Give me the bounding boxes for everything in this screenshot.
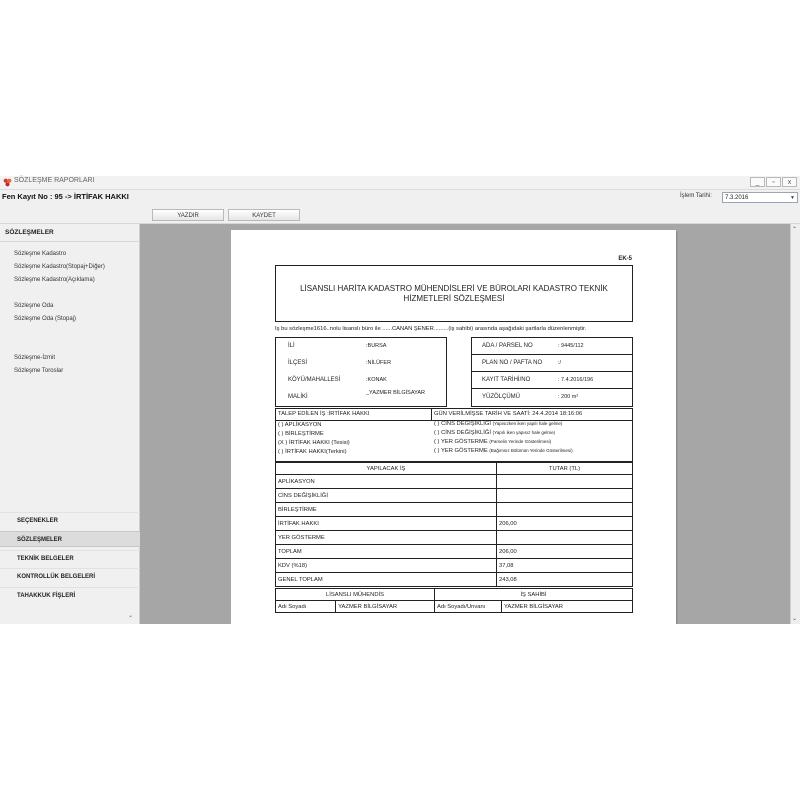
date-value: 7.3.2016 xyxy=(725,195,749,201)
request-label: TALEP EDİLEN İŞ :İRTİFAK HAKKI xyxy=(278,411,370,417)
location-box xyxy=(275,337,447,407)
il-value: :BURSA xyxy=(366,343,387,349)
option-cins-1: ( ) CİNS DEĞİŞİKLİĞİ (Yapısızken iken yapılı hale gelme) xyxy=(434,421,563,427)
option-irtifak-tesis: (X ) İRTİFAK HAKKI (Tesisi) xyxy=(278,440,350,446)
property-info xyxy=(275,337,633,407)
owner-name: YAZMER BİLGİSAYAR xyxy=(502,601,633,613)
nav-kontrolluk-belgeleri[interactable]: KONTROLLÜK BELGELERİ xyxy=(0,568,140,584)
ek-label: EK-5 xyxy=(618,256,632,262)
work-label: KDV (%18) xyxy=(276,559,497,573)
date-select[interactable] xyxy=(722,192,798,203)
yuz-label: YÜZÖLÇÜMÜ xyxy=(482,394,521,400)
work-label: İRTİFAK HAKKI xyxy=(276,517,497,531)
table-row xyxy=(276,573,633,587)
ada-value: : 9445/112 xyxy=(558,343,584,349)
owner-name-label: Adı Soyadı/Unvanı xyxy=(435,601,502,613)
option-yer-1: ( ) YER GÖSTERME (Parselin Yerinde Gösterilmesi) xyxy=(434,439,552,445)
title-line-2: HİZMETLERİ SÖZLEŞMESİ xyxy=(403,293,505,303)
chevron-down-icon[interactable]: ▼ xyxy=(790,195,795,201)
work-header: YAPILACAK İŞ xyxy=(276,463,497,475)
work-amount: 206,00 xyxy=(497,545,633,559)
work-amount xyxy=(497,531,633,545)
chevron-down-icon[interactable]: ⌄ xyxy=(792,616,798,622)
work-amount xyxy=(497,503,633,517)
ilce-value: :NİLÜFER xyxy=(366,360,392,366)
window-title: SÖZLEŞME RAPORLARI xyxy=(14,177,95,184)
option-yer-1-note: (Parselin Yerinde Gösterilmesi) xyxy=(489,439,552,444)
sidebar-section-title: SÖZLEŞMELER xyxy=(0,224,140,242)
table-row xyxy=(276,489,633,503)
app-window xyxy=(0,176,800,624)
signature-table xyxy=(275,588,633,613)
title-bar xyxy=(0,176,800,190)
report-page xyxy=(231,230,676,624)
nav-secenekler[interactable]: SEÇENEKLER xyxy=(0,512,140,528)
work-label: BİRLEŞTİRME xyxy=(276,503,497,517)
sidebar-link-oda-stopaj[interactable]: Sözleşme Oda (Stopaj) xyxy=(14,316,77,322)
nav-sozlesmeler[interactable]: SÖZLEŞMELER xyxy=(0,531,140,547)
date-label: İşlem Tarihi: xyxy=(680,193,712,199)
sidebar-link-oda[interactable]: Sözleşme Oda xyxy=(14,303,54,309)
ada-label: ADA / PARSEL NO xyxy=(482,343,533,349)
kayit-label: KAYIT TARİHİ/NO xyxy=(482,377,531,383)
chevron-up-icon[interactable]: ⌃ xyxy=(792,227,798,233)
nav-tahakkuk-fisleri[interactable]: TAHAKKUK FİŞLERİ xyxy=(0,587,140,603)
option-cins-2: ( ) CİNS DEĞİŞİKLİĞİ (Yapılı iken yapısız hale gelme) xyxy=(434,430,556,436)
table-row xyxy=(276,531,633,545)
table-row xyxy=(276,517,633,531)
request-section xyxy=(275,408,633,462)
chevron-down-icon[interactable]: ⌄ xyxy=(128,613,134,619)
koy-label: KÖYÜ/MAHALLESİ xyxy=(288,377,341,383)
engineer-name-label: Adı Soyadı xyxy=(276,601,336,613)
work-label: YER GÖSTERME xyxy=(276,531,497,545)
malik-value: _YAZMER BİLGİSAYAR xyxy=(366,390,425,396)
sidebar-link-kadastro[interactable]: Sözleşme Kadastro xyxy=(14,251,67,257)
work-label: APLİKASYON xyxy=(276,475,497,489)
option-birlestirme: ( ) BİRLEŞTİRME xyxy=(278,431,324,437)
minimize-button[interactable]: _ xyxy=(750,177,765,187)
work-amount: 37,08 xyxy=(497,559,633,573)
contract-title xyxy=(275,265,633,322)
table-row xyxy=(276,503,633,517)
malik-label: MALİKİ xyxy=(288,394,308,400)
yuz-value: : 200 m² xyxy=(558,394,579,400)
option-irtifak-terkin: ( ) İRTİFAK HAKKI(Terkini) xyxy=(278,449,347,455)
option-aplikasyon: ( ) APLİKASYON xyxy=(278,422,322,428)
option-yer-2-note: (Bağımsız Bölümün Yerinde Gösterilmesi) xyxy=(489,448,573,453)
engineer-name: YAZMER BİLGİSAYAR xyxy=(336,601,435,613)
ilce-label: İLÇESİ xyxy=(288,360,308,366)
koy-value: :KONAK xyxy=(366,377,387,383)
kayit-value: : 7.4.2016/196 xyxy=(558,377,594,383)
close-button[interactable]: x xyxy=(782,177,797,187)
amount-header: TUTAR (TL) xyxy=(497,463,633,475)
save-button[interactable]: KAYDET xyxy=(228,209,300,221)
table-row xyxy=(276,475,633,489)
record-header xyxy=(0,190,800,205)
work-table xyxy=(275,462,633,587)
parcel-box xyxy=(471,337,633,407)
sidebar-link-izmit[interactable]: Sözleşme-İzmit xyxy=(14,355,56,361)
work-label: GENEL TOPLAM xyxy=(276,573,497,587)
option-cins-2-note: (Yapılı iken yapısız hale gelme) xyxy=(492,430,556,435)
sidebar xyxy=(0,224,140,624)
nav-teknik-belgeler[interactable]: TEKNİK BELGELER xyxy=(0,550,140,566)
work-amount: 243,08 xyxy=(497,573,633,587)
table-row xyxy=(276,545,633,559)
work-label: CİNS DEĞİŞİKLİĞİ xyxy=(276,489,497,503)
print-button[interactable]: YAZDIR xyxy=(152,209,224,221)
il-label: İLİ xyxy=(288,343,295,349)
contract-form xyxy=(275,265,633,613)
work-amount: 206,00 xyxy=(497,517,633,531)
toolbar xyxy=(0,207,800,224)
due-date-label: GÜN VERİLMİŞSE TARİH VE SAATİ: 24.4.2014 18:16:06 xyxy=(434,411,583,417)
vertical-scrollbar[interactable] xyxy=(790,224,800,624)
intro-text: İş bu sözleşme1616..nolu lisanslı büro ile ......CANAN ŞENER.........(iş sahibi) arasında aşağıdaki şartlarla düzenlenmiştir. xyxy=(275,326,587,332)
work-amount xyxy=(497,489,633,503)
app-logo-icon xyxy=(3,178,12,187)
title-line-1: LİSANSLI HARİTA KADASTRO MÜHENDİSLERİ VE BÜROLARI KADASTRO TEKNİK xyxy=(300,283,608,293)
record-title: Fen Kayıt No : 95 -> İRTİFAK HAKKI xyxy=(2,192,129,201)
plan-label: PLAN NO / PAFTA NO xyxy=(482,360,543,366)
sidebar-link-toroslar[interactable]: Sözleşme Toroslar xyxy=(14,368,64,374)
sidebar-link-kadastro-stopaj[interactable]: Sözleşme Kadastro(Stopaj+Diğer) xyxy=(14,264,105,270)
owner-header: İŞ SAHİBİ xyxy=(435,589,633,601)
table-row xyxy=(276,559,633,573)
engineer-header: LİSANSLI MÜHENDİS xyxy=(276,589,435,601)
work-label: TOPLAM xyxy=(276,545,497,559)
plan-value: :/ xyxy=(558,360,562,366)
work-amount xyxy=(497,475,633,489)
sidebar-link-kadastro-aciklama[interactable]: Sözleşme Kadastro(Açıklama) xyxy=(14,277,95,283)
restore-button[interactable]: ▫ xyxy=(766,177,781,187)
report-viewer xyxy=(140,224,790,624)
option-cins-1-note: (Yapısızken iken yapılı hale gelme) xyxy=(492,421,563,426)
option-yer-2: ( ) YER GÖSTERME (Bağımsız Bölümün Yerinde Gösterilmesi) xyxy=(434,448,573,454)
